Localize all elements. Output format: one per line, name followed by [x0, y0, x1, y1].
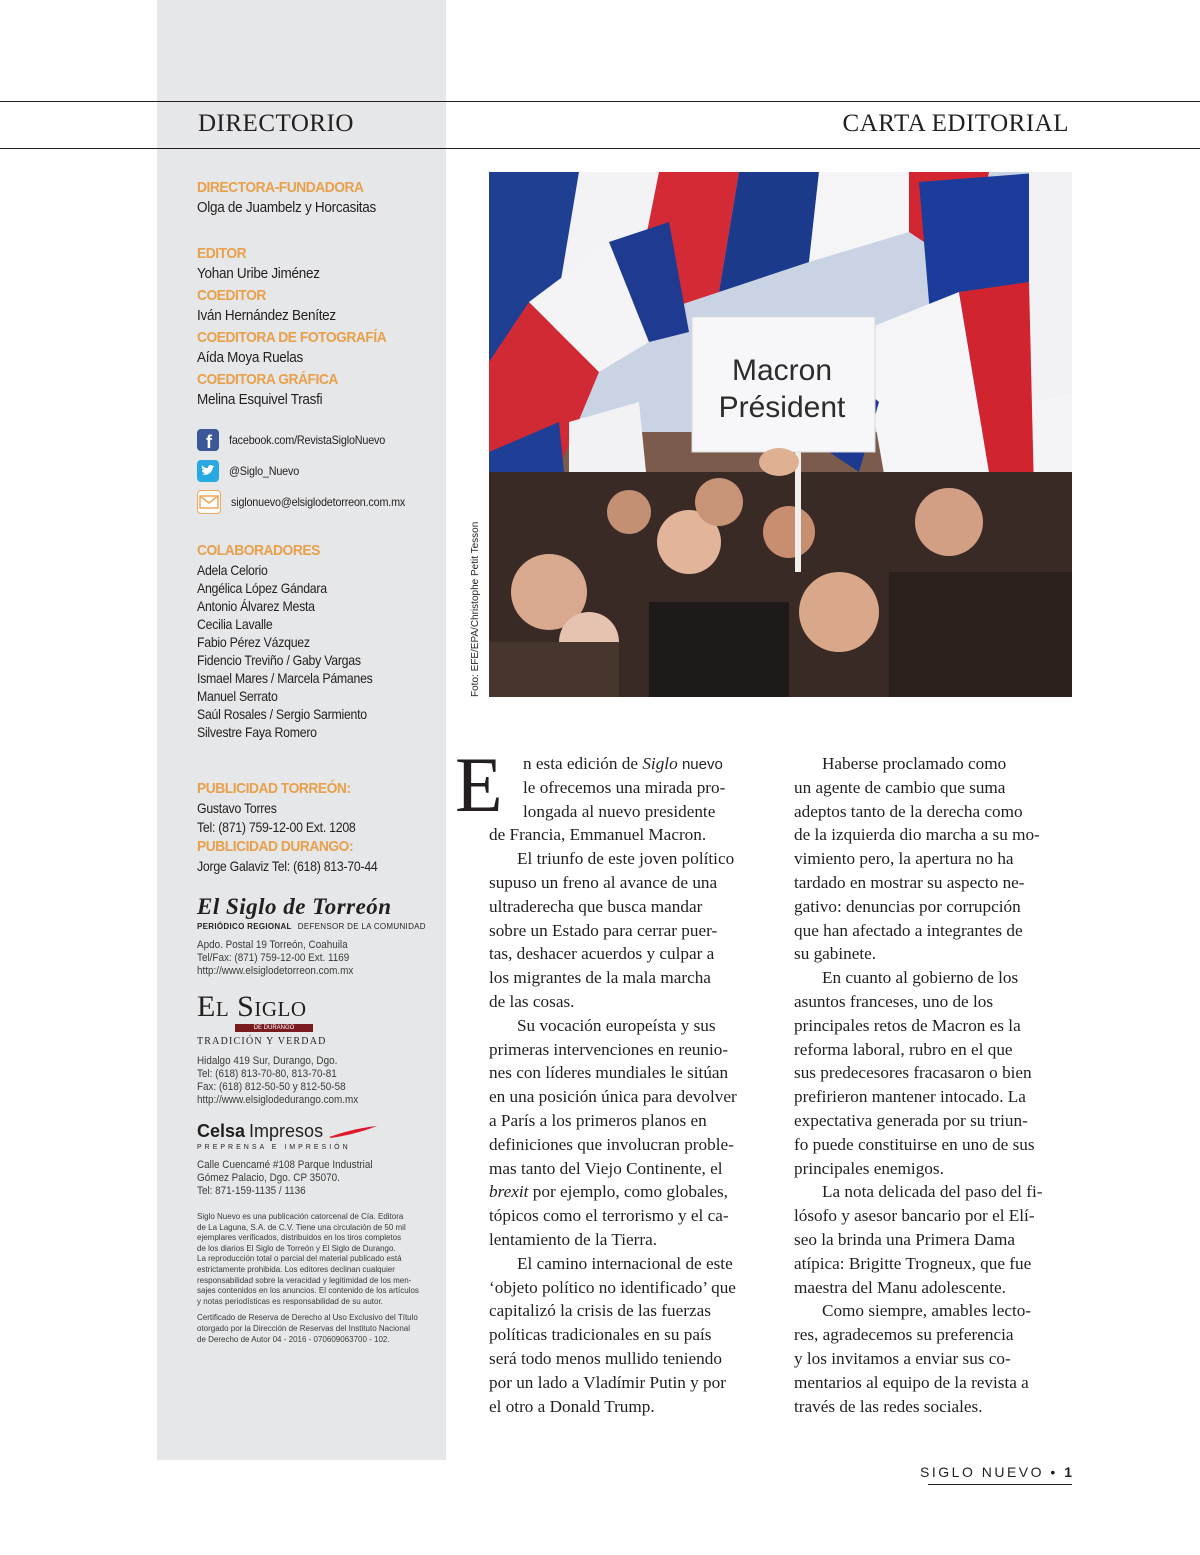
staff-role: COEDITORA DE FOTOGRAFÍA — [197, 329, 387, 346]
article-line: de la izquierda dio marcha a su mo- — [794, 825, 1040, 845]
article-line: expectativa generada por su triun- — [794, 1110, 1028, 1130]
email-link[interactable] — [197, 487, 437, 517]
torreon-address: Apdo. Postal 19 Torreón, Coahuila — [197, 939, 348, 951]
sign-text-line2: Président — [718, 391, 846, 424]
article-line: principales enemigos. — [794, 1158, 944, 1178]
collaborator-name: Manuel Serrato — [197, 688, 278, 704]
copyright-certificate: Certificado de Reserva de Derecho al Uso Exclusivo del Título otorgado por la Dirección de Reservas del Instituto Nacional de Derecho de Autor 04 - 2016 - 070609063700 - 102. — [197, 1313, 418, 1344]
durango-phone: Tel: (618) 813-70-80, 813-70-81 — [197, 1068, 337, 1080]
article-line: por un lado a Vladímir Putin y por — [489, 1372, 726, 1392]
el-siglo-de-torreon-logo: El Siglo de Torreón — [197, 894, 392, 919]
header-bottom-rule — [0, 148, 1200, 149]
article-line: E n esta edición de Siglo nuevo — [455, 741, 723, 828]
staff-name: Iván Hernández Benítez — [197, 307, 336, 324]
article-line: En cuanto al gobierno de los — [822, 968, 1019, 988]
durango-address: Hidalgo 419 Sur, Durango, Dgo. — [197, 1055, 338, 1067]
article-line: políticas tradicionales en su país — [489, 1325, 712, 1345]
rally-illustration — [489, 172, 1072, 697]
header-top-rule — [0, 101, 1200, 102]
collaborator-name: Angélica López Gándara — [197, 580, 327, 596]
article-line: gativo: denuncias por corrupción — [794, 896, 1021, 916]
svg-text:f: f — [206, 432, 212, 451]
el-siglo-de-durango-logo: El Siglo — [197, 990, 307, 1023]
article-line: mas tanto del Viejo Continente, el — [489, 1158, 723, 1178]
article-line: reforma laboral, rubro en el que — [794, 1039, 1013, 1059]
photo-credit: Foto: EFE/EPA/Christophe Petit Tesson — [470, 521, 481, 697]
editorial-column-2 — [794, 752, 1072, 1418]
twitter-icon — [197, 460, 219, 482]
article-line: de las cosas. — [489, 991, 575, 1011]
celsa-phone: Tel: 871-159-1135 / 1136 — [197, 1185, 306, 1197]
article-line: Haberse proclamado como — [822, 754, 1007, 773]
twitter-link[interactable] — [197, 456, 437, 486]
durango-url[interactable]: http://www.elsiglodedurango.com.mx — [197, 1094, 359, 1106]
article-line: atípica: Brigitte Trogneux, que fue — [794, 1253, 1032, 1273]
torreon-url[interactable]: http://www.elsiglodetorreon.com.mx — [197, 965, 354, 977]
advertising-torreon-name: Gustavo Torres — [197, 800, 277, 816]
article-line: brexit por ejemplo, como globales, — [489, 1182, 728, 1202]
article-line: El triunfo de este joven político — [517, 849, 735, 869]
article-line: nes con líderes mundiales le sitúan — [489, 1063, 729, 1083]
staff-name: Yohan Uribe Jiménez — [197, 265, 320, 282]
article-line: un agente de cambio que suma — [794, 777, 1006, 797]
section-title-directorio: DIRECTORIO — [198, 110, 354, 137]
article-line: ‘objeto político no identificado’ que — [489, 1277, 736, 1297]
facebook-handle: facebook.com/RevistaSigloNuevo — [229, 433, 386, 447]
article-line: lósofo y asesor bancario por el Elí- — [794, 1206, 1035, 1226]
article-line: longada al nuevo presidente — [523, 801, 716, 821]
collaborators-title: COLABORADORES — [197, 542, 320, 559]
advertising-durango-title: PUBLICIDAD DURANGO: — [197, 838, 354, 855]
durango-tagline: TRADICIÓN Y VERDAD — [197, 1036, 327, 1047]
staff-role: COEDITORA GRÁFICA — [197, 371, 338, 388]
article-line: su gabinete. — [794, 944, 877, 964]
article-line: que han afectado a integrantes de — [794, 920, 1023, 940]
article-line: los migrantes de la mala marcha — [489, 968, 711, 988]
article-line: través de las redes sociales. — [794, 1396, 983, 1416]
collaborator-name: Cecilia Lavalle — [197, 616, 273, 632]
article-line: capitalizó la crisis de las fuerzas — [489, 1301, 711, 1321]
celsa-city: Gómez Palacio, Dgo. CP 35070. — [197, 1172, 340, 1184]
article-line: fo puede constituirse en uno de sus — [794, 1134, 1035, 1154]
article-line: El camino internacional de este — [517, 1253, 733, 1273]
footer-rule — [928, 1484, 1072, 1485]
drop-cap: E — [455, 741, 503, 828]
advertising-torreon-title: PUBLICIDAD TORREÓN: — [197, 780, 351, 797]
directory-sidebar — [197, 178, 437, 1345]
article-line: el otro a Donald Trump. — [489, 1396, 655, 1416]
torreon-phone: Tel/Fax: (871) 759-12-00 Ext. 1169 — [197, 952, 350, 964]
staff-name: Aída Moya Ruelas — [197, 349, 303, 366]
email-address: siglonuevo@elsiglodetorreon.com.mx — [231, 495, 406, 509]
article-line: principales retos de Macron es la — [794, 1015, 1021, 1035]
collaborators-list — [197, 561, 437, 741]
article-line: prefirieron mantener intocado. La — [794, 1087, 1026, 1107]
durango-logo-strip: DE DURANGO — [235, 1024, 313, 1032]
celsa-address: Calle Cuencamé #108 Parque Industrial — [197, 1159, 373, 1171]
durango-fax: Fax: (618) 812-50-50 y 812-50-58 — [197, 1081, 346, 1093]
article-line: res, agradecemos su preferencia — [794, 1325, 1014, 1345]
article-line: le ofrecemos una mirada pro- — [523, 777, 726, 797]
article-line: en una posición única para devolver — [489, 1087, 737, 1107]
collaborator-name: Fidencio Treviño / Gaby Vargas — [197, 652, 361, 668]
collaborator-name: Saúl Rosales / Sergio Sarmiento — [197, 706, 367, 722]
article-line: ultraderecha que busca mandar — [489, 896, 703, 916]
article-line: lentamiento de la Tierra. — [489, 1229, 658, 1249]
staff-name: Olga de Juambelz y Horcasitas — [197, 199, 377, 216]
celsa-brush-stroke-icon — [327, 1125, 379, 1139]
advertising-torreon-tel: Tel: (871) 759-12-00 Ext. 1208 — [197, 819, 356, 835]
article-line: supuso un freno al avance de una — [489, 872, 718, 892]
article-line: asuntos franceses, uno de los — [794, 991, 994, 1011]
article-line: sobre un Estado para cerrar puer- — [489, 920, 718, 940]
article-line: mentarios al equipo de la revista a — [794, 1372, 1029, 1392]
sign-text-line1: Macron — [731, 354, 833, 387]
legal-notice: Siglo Nuevo es una publicación catorcenal de Cía. Editora de La Laguna, S.A. de C.V. Tiene una circulación de 50 mil ejemplares verificados, distribuidos en los tiros completos de los diarios El Siglo de Torreón y El Siglo de Durango. La reproducción total o parcial del material publicado está estrictamente prohibida. Los editores declinan cualquier responsabilidad sobre la veracidad y legitimidad de los men- sajes contenidos en los anuncios. El contenido de los artículos y notas periodísticas es responsabilidad de su autor. — [197, 1212, 419, 1306]
article-line: seo la brinda una Primera Dama — [794, 1229, 1015, 1249]
page-footer: SIGLO NUEVO • 1 — [920, 1464, 1072, 1480]
article-line: y los invitamos a enviar sus co- — [794, 1348, 1011, 1368]
article-line: maestra del Manu adolescente. — [794, 1277, 1006, 1297]
staff-role: DIRECTORA-FUNDADORA — [197, 179, 364, 196]
staff-role: COEDITOR — [197, 287, 266, 304]
article-line: tardado en mostrar su aspecto ne- — [794, 872, 1025, 892]
celsa-impresos-logo: Celsa Impresos — [197, 1121, 437, 1142]
collaborator-name: Adela Celorio — [197, 562, 268, 578]
article-line: La nota delicada del paso del fi- — [822, 1182, 1043, 1202]
mail-icon — [197, 490, 221, 514]
article-line: será todo menos mullido teniendo — [489, 1348, 722, 1368]
collaborator-name: Ismael Mares / Marcela Pámanes — [197, 670, 373, 686]
article-line: sus predecesores fracasaron o bien — [794, 1063, 1032, 1083]
article-line: definiciones que involucran proble- — [489, 1134, 734, 1154]
article-line: adeptos tanto de la derecha como — [794, 801, 1023, 821]
celsa-subtitle: PREPRENSA E IMPRESIÓN — [197, 1144, 351, 1151]
facebook-link[interactable] — [197, 425, 437, 455]
article-line: a París a los primeros planos en — [489, 1110, 707, 1130]
collaborator-name: Fabio Pérez Vázquez — [197, 634, 310, 650]
twitter-handle: @Siglo_Nuevo — [229, 464, 300, 478]
section-title-carta-editorial: CARTA EDITORIAL — [842, 110, 1069, 137]
facebook-icon — [197, 429, 219, 451]
article-line: Su vocación europeísta y sus — [517, 1015, 716, 1035]
torreon-subtitle: PERIÓDICO REGIONAL DEFENSOR DE LA COMUNIDAD — [197, 922, 426, 931]
advertising-durango-line: Jorge Galaviz Tel: (618) 813-70-44 — [197, 858, 378, 874]
article-line: primeras intervenciones en reunio- — [489, 1039, 729, 1059]
article-line: Como siempre, amables lecto- — [822, 1301, 1032, 1321]
article-line: tas, deshacer acuerdos y culpar a — [489, 944, 715, 964]
article-line: de Francia, Emmanuel Macron. — [489, 825, 707, 845]
collaborator-name: Antonio Álvarez Mesta — [197, 598, 315, 614]
collaborator-name: Silvestre Faya Romero — [197, 724, 317, 740]
staff-role: EDITOR — [197, 245, 247, 262]
editorial-column-1 — [455, 741, 767, 1418]
macron-rally-photo — [489, 172, 1072, 697]
article-line: vimiento pero, la apertura no ha — [794, 849, 1014, 869]
article-line: tópicos como el terrorismo y el ca- — [489, 1206, 729, 1226]
staff-name: Melina Esquivel Trasfi — [197, 391, 323, 408]
